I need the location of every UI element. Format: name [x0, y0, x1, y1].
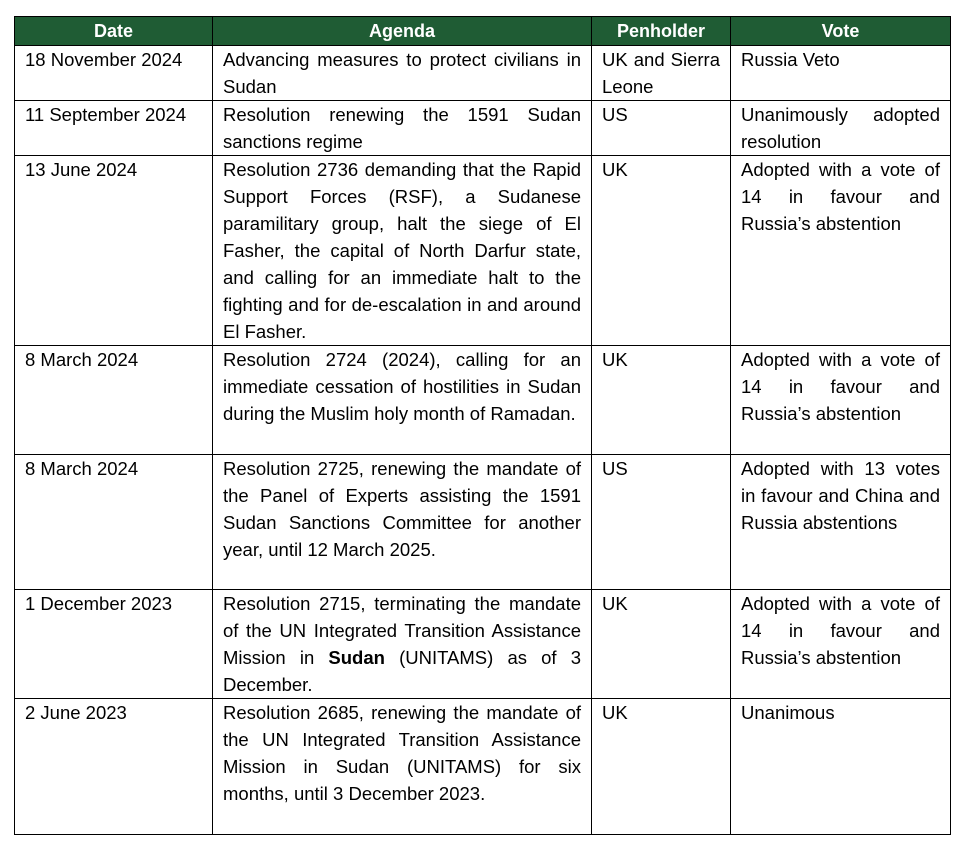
- table-row: [15, 46, 951, 101]
- date-cell: 18 November 2024: [15, 46, 213, 101]
- penholder-cell: UK: [592, 346, 731, 455]
- table-row: [15, 455, 951, 590]
- penholder-cell: US: [592, 455, 731, 590]
- agenda-cell: Advancing measures to protect civilians in Sudan: [213, 46, 592, 101]
- vote-cell: Adopted with a vote of 14 in favour and Russia’s abstention: [731, 156, 951, 346]
- table-row: [15, 590, 951, 699]
- column-header-date: Date: [15, 17, 213, 46]
- vote-cell: Adopted with a vote of 14 in favour and Russia’s abstention: [731, 590, 951, 699]
- date-cell: 13 June 2024: [15, 156, 213, 346]
- penholder-cell: UK: [592, 699, 731, 835]
- table-row: [15, 101, 951, 156]
- column-header-penholder: Penholder: [592, 17, 731, 46]
- agenda-cell: Resolution 2736 demanding that the Rapid Support Forces (RSF), a Sudanese paramilitary group, halt the siege of El Fasher, the capital of North Darfur state, and calling for an immediate halt to the fighting and for de-escalation in and around El Fasher.: [213, 156, 592, 346]
- agenda-cell: Resolution 2724 (2024), calling for an immediate cessation of hostilities in Sudan during the Muslim holy month of Ramadan.: [213, 346, 592, 455]
- agenda-text: Resolution 2715, terminating the mandate of the UN Integrated Transition Assistance Mission in: [223, 593, 581, 668]
- date-cell: 1 December 2023: [15, 590, 213, 699]
- agenda-cell: Resolution renewing the 1591 Sudan sanctions regime: [213, 101, 592, 156]
- date-cell: 8 March 2024: [15, 346, 213, 455]
- agenda-cell: [213, 590, 592, 699]
- table-row: [15, 346, 951, 455]
- penholder-cell: UK: [592, 590, 731, 699]
- penholder-cell: UK: [592, 156, 731, 346]
- table-row: [15, 699, 951, 835]
- date-cell: 8 March 2024: [15, 455, 213, 590]
- date-cell: 2 June 2023: [15, 699, 213, 835]
- column-header-agenda: Agenda: [213, 17, 592, 46]
- resolutions-table: [14, 16, 951, 835]
- vote-cell: Adopted with a vote of 14 in favour and Russia’s abstention: [731, 346, 951, 455]
- agenda-cell: Resolution 2725, renewing the mandate of the Panel of Experts assisting the 1591 Sudan Sanctions Committee for another year, until 12 March 2025.: [213, 455, 592, 590]
- vote-cell: Adopted with 13 votes in favour and China and Russia abstentions: [731, 455, 951, 590]
- penholder-cell: US: [592, 101, 731, 156]
- agenda-text: (UNITAMS) as of 3 December.: [223, 647, 582, 695]
- column-header-vote: Vote: [731, 17, 951, 46]
- agenda-cell: Resolution 2685, renewing the mandate of the UN Integrated Transition Assistance Mission in Sudan (UNITAMS) for six months, until 3 December 2023.: [213, 699, 592, 835]
- vote-cell: Unanimously adopted resolution: [731, 101, 951, 156]
- table-row: [15, 156, 951, 346]
- penholder-cell: UK and Sierra Leone: [592, 46, 731, 101]
- vote-cell: Unanimous: [731, 699, 951, 835]
- vote-cell: Russia Veto: [731, 46, 951, 101]
- agenda-bold-text: Sudan: [328, 647, 385, 668]
- header-row: [15, 17, 951, 46]
- date-cell: 11 September 2024: [15, 101, 213, 156]
